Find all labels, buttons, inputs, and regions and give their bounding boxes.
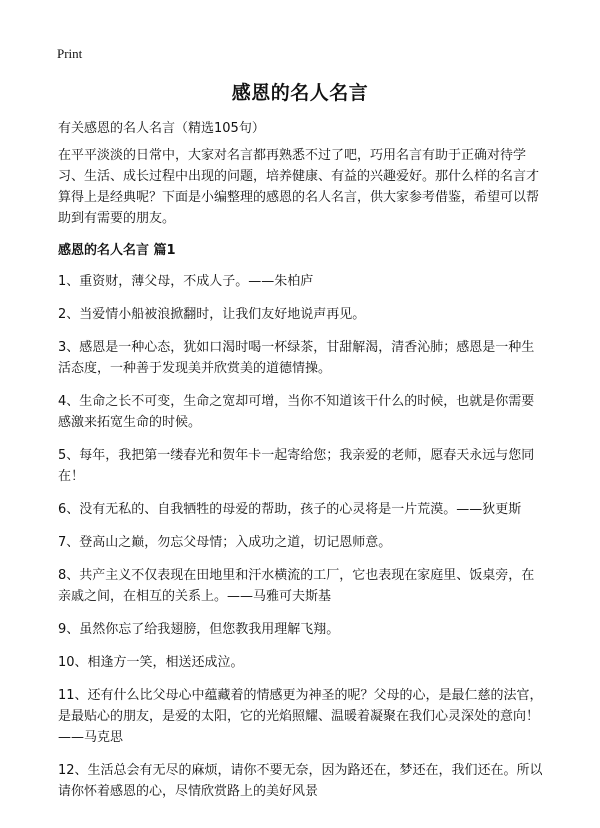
page-title: 感恩的名人名言 [231, 82, 369, 104]
quote-item: 4、生命之长不可变，生命之宽却可增，当你不知道该干什么的时候，也就是你需要感激来拓宽生命的时候。 [58, 394, 535, 430]
quote-item: 12、生活总会有无尽的麻烦，请你不要无奈，因为路还在，梦还在，我们还在。所以请你怀着感恩的心，尽情欣赏路上的美好风景 [58, 763, 543, 799]
print-link[interactable]: Print [57, 46, 83, 61]
quote-item: 7、登高山之巅，勿忘父母情；入成功之道，切记恩师意。 [58, 535, 392, 550]
quote-item: 10、相逢方一笑，相送还成泣。 [58, 655, 244, 670]
article-body [58, 119, 546, 814]
article-subtitle: 有关感恩的名人名言（精选105句） [58, 121, 265, 136]
quote-item: 2、当爱情小船被浪掀翻时，让我们友好地说声再见。 [58, 307, 366, 322]
quote-item: 11、还有什么比父母心中蕴藏着的情感更为神圣的呢？父母的心，是最仁慈的法官，是最贴心的朋友，是爱的太阳，它的光焰照耀、温暖着凝聚在我们心灵深处的意向！——马克思 [58, 688, 543, 745]
quote-list [58, 271, 546, 802]
article-intro: 在平平淡淡的日常中，大家对名言都再熟悉不过了吧，巧用名言有助于正确对待学习、生活、成长过程中出现的问题，培养健康、有益的兴趣爱好。那什么样的名言才算得上是经典呢？下面是小编整理的感恩的名人名言，供大家参考借鉴，希望可以帮助到有需要的朋友。 [58, 148, 540, 226]
quote-item: 3、感恩是一种心态，犹如口渴时喝一杯绿茶，甘甜解渴，清香沁肺；感恩是一种生活态度，一种善于发现美并欣赏美的道德情操。 [58, 340, 535, 376]
quote-item: 5、每年，我把第一缕春光和贺年卡一起寄给您；我亲爱的老师，愿春天永远与您同在！ [58, 448, 535, 484]
quote-item: 8、共产主义不仅表现在田地里和汗水横流的工厂，它也表现在家庭里、饭桌旁，在亲戚之间，在相互的关系上。——马雅可夫斯基 [58, 568, 535, 604]
quote-item: 6、没有无私的、自我牺牲的母爱的帮助，孩子的心灵将是一片荒漠。——狄更斯 [58, 502, 522, 517]
quote-item: 9、虽然你忘了给我翅膀，但您教我用理解飞翔。 [58, 622, 340, 637]
quote-item: 1、重资财，薄父母，不成人子。——朱柏庐 [58, 274, 314, 289]
section-heading: 感恩的名人名言 篇1 [58, 243, 176, 258]
